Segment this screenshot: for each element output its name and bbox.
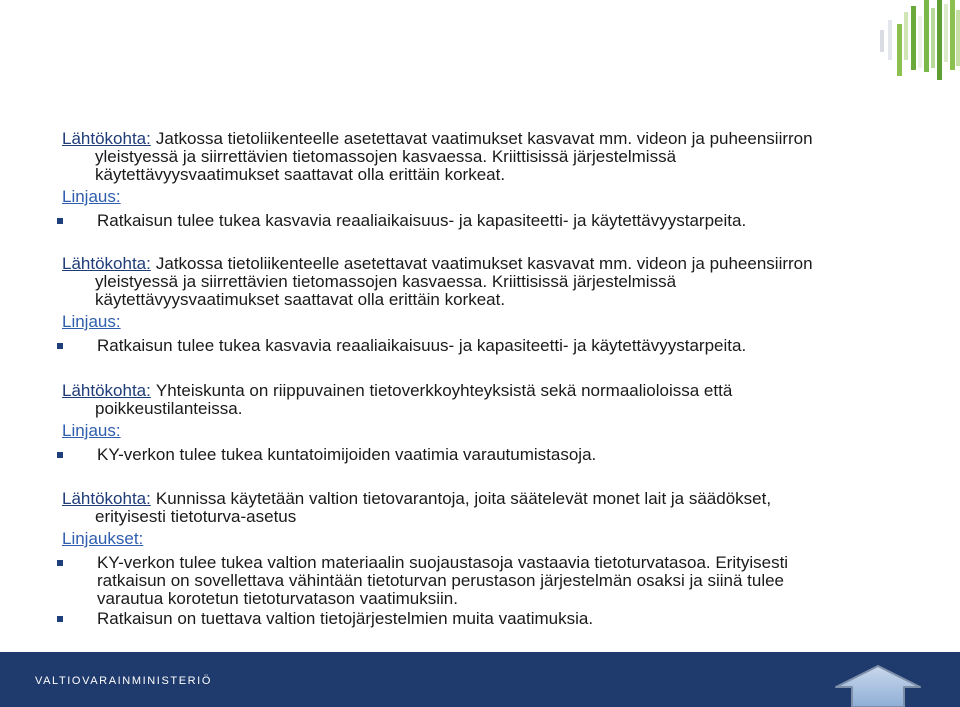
policy-label: Linjaus: bbox=[62, 312, 121, 331]
policy-label: Linjaus: bbox=[62, 187, 121, 206]
policy-line bbox=[62, 313, 902, 331]
ministry-name: VALTIOVARAINMINISTERIÖ bbox=[35, 675, 212, 687]
policy-bullet bbox=[62, 554, 902, 608]
policy-label: Linjaus: bbox=[62, 421, 121, 440]
decorative-bars-graphic bbox=[870, 0, 960, 86]
starting-point-text: käytettävyysvaatimukset saattavat olla erittäin korkeat. bbox=[95, 290, 506, 309]
policy-bullet bbox=[62, 610, 902, 628]
point-block bbox=[62, 255, 902, 355]
up-arrow-icon bbox=[836, 666, 920, 707]
starting-point-text: yleistyessä ja siirrettävien tietomassojen kasvaessa. Kriittisissä järjestelmissä bbox=[95, 272, 677, 291]
starting-point-text: erityisesti tietoturva-asetus bbox=[95, 507, 297, 526]
bullet-square-icon bbox=[57, 560, 63, 566]
bullet-square-icon bbox=[57, 616, 63, 622]
policy-bullet-text: Ratkaisun tulee tukea kasvavia reaaliaikaisuus- ja kapasiteetti- ja käytettävyystarpeita. bbox=[97, 336, 747, 355]
starting-point-text: poikkeustilanteissa. bbox=[95, 399, 243, 418]
starting-point-label: Lähtökohta: bbox=[62, 254, 151, 273]
starting-point-text: Jatkossa tietoliikenteelle asetettavat vaatimukset kasvavat mm. videon ja puheensiirron bbox=[155, 129, 813, 148]
policy-line bbox=[62, 188, 902, 206]
policy-line bbox=[62, 422, 902, 440]
policy-bullet-list bbox=[62, 554, 902, 628]
policy-line bbox=[62, 530, 902, 548]
starting-point-line bbox=[62, 255, 902, 273]
starting-point-label: Lähtökohta: bbox=[62, 129, 151, 148]
starting-point-text: käytettävyysvaatimukset saattavat olla erittäin korkeat. bbox=[95, 165, 506, 184]
footer-bar bbox=[0, 652, 960, 707]
policy-bullet bbox=[62, 212, 902, 230]
policy-bullet-text: Ratkaisun on tuettava valtion tietojärjestelmien muita vaatimuksia. bbox=[97, 609, 594, 628]
point-block bbox=[62, 490, 902, 628]
policy-bullet-text: Ratkaisun tulee tukea kasvavia reaaliaikaisuus- ja kapasiteetti- ja käytettävyystarpeita. bbox=[97, 211, 747, 230]
starting-point-text: yleistyessä ja siirrettävien tietomassojen kasvaessa. Kriittisissä järjestelmissä bbox=[95, 147, 677, 166]
policy-label: Linjaukset: bbox=[62, 529, 144, 548]
point-block bbox=[62, 382, 902, 464]
policy-bullet-text: KY-verkon tulee tukea kuntatoimijoiden vaatimia varautumistasoja. bbox=[97, 445, 597, 464]
starting-point-line bbox=[62, 490, 902, 508]
starting-point-line bbox=[62, 130, 902, 148]
policy-bullet-text: varautua korotetun tietoturvatason vaatimuksiin. bbox=[97, 589, 458, 608]
starting-point-text: Jatkossa tietoliikenteelle asetettavat vaatimukset kasvavat mm. videon ja puheensiirron bbox=[155, 254, 813, 273]
starting-point-label: Lähtökohta: bbox=[62, 381, 151, 400]
bullet-square-icon bbox=[57, 343, 63, 349]
bullet-square-icon bbox=[57, 452, 63, 458]
policy-bullet bbox=[62, 337, 902, 355]
starting-point-text: Kunnissa käytetään valtion tietovarantoja, joita säätelevät monet lait ja säädökset, bbox=[155, 489, 772, 508]
point-block bbox=[62, 130, 902, 230]
policy-bullet-text: KY-verkon tulee tukea valtion materiaalin suojaustasoja vastaavia tietoturvatasoa. Erityisesti bbox=[97, 553, 789, 572]
up-arrow-button[interactable] bbox=[833, 664, 923, 707]
policy-bullet-list bbox=[62, 212, 902, 230]
policy-bullet-text: ratkaisun on sovellettava vähintään tietoturvan perustason järjestelmän osaksi ja siinä tulee bbox=[97, 571, 785, 590]
policy-bullet bbox=[62, 446, 902, 464]
bullet-square-icon bbox=[57, 218, 63, 224]
policy-bullet-list bbox=[62, 337, 902, 355]
starting-point-text: Yhteiskunta on riippuvainen tietoverkkoyhteyksistä sekä normaalioloissa että bbox=[155, 381, 733, 400]
policy-bullet-list bbox=[62, 446, 902, 464]
starting-point-label: Lähtökohta: bbox=[62, 489, 151, 508]
starting-point-line bbox=[62, 382, 902, 400]
